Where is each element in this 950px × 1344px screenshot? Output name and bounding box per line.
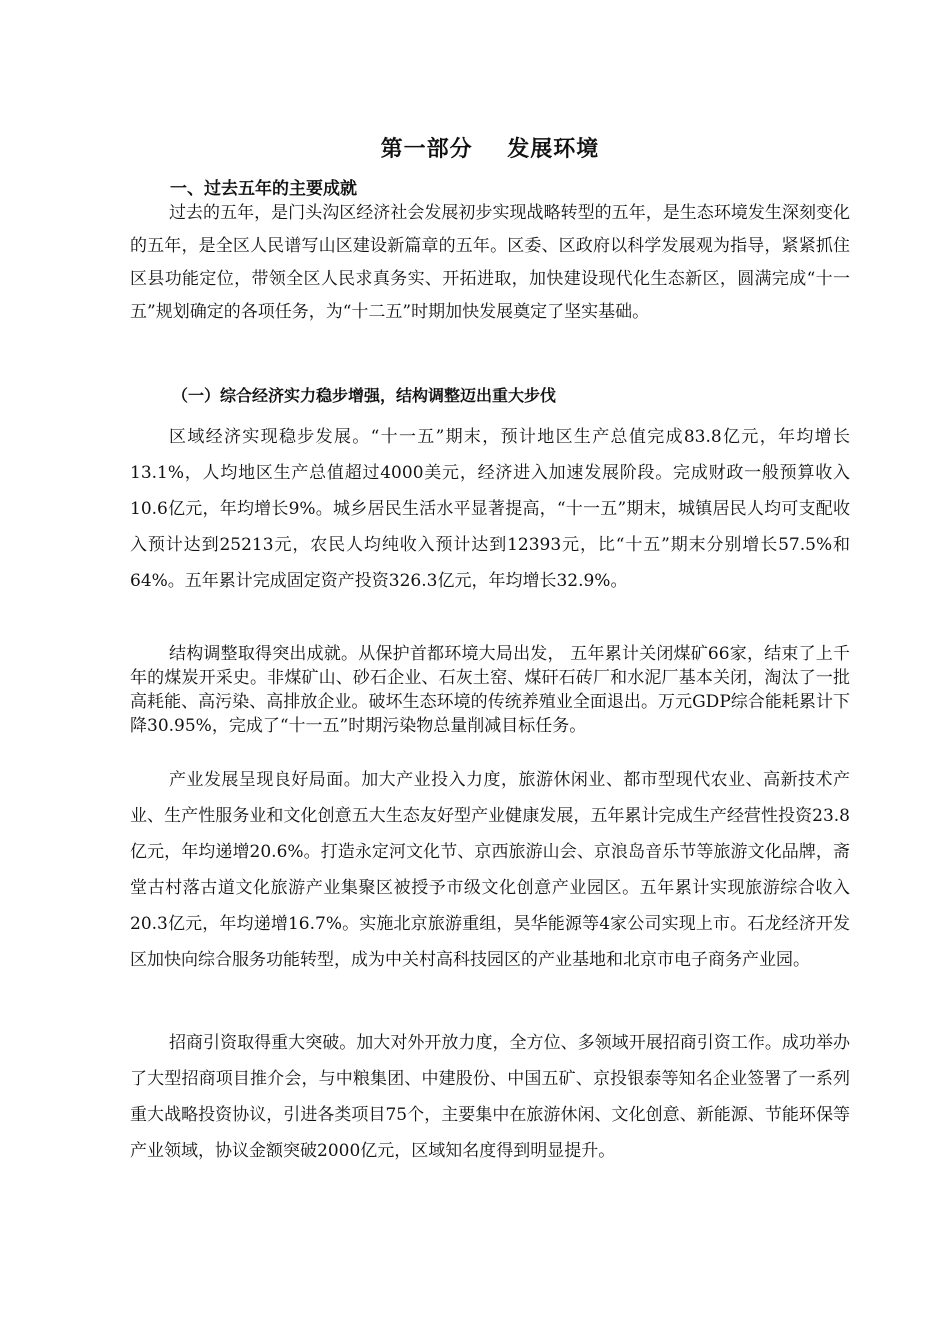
- part-title: 第一部分 发展环境: [380, 137, 600, 162]
- section-heading: 一、过去五年的主要成就: [170, 179, 357, 199]
- intro-paragraph: 过去的五年，是门头沟区经济社会发展初步实现战略转型的五年，是生态环境发生深刻变化的五年，是全区人民谱写山区建设新篇章的五年。区委、区政府以科学发展观为指导，紧紧抓住区县功能定位，带领全区人民求真务实、开拓进取，加快建设现代化生态新区，圆满完成“十一五”规划确定的各项任务，为“十二五”时期加快发展奠定了坚实基础。: [130, 203, 850, 322]
- paragraph-investment-attraction: 招商引资取得重大突破。加大对外开放力度，全方位、多领域开展招商引资工作。成功举办了大型招商项目推介会，与中粮集团、中建股份、中国五矿、京投银泰等知名企业签署了一系列重大战略投资协议，引进各类项目75个，主要集中在旅游休闲、文化创意、新能源、节能环保等产业领域，协议金额突破2000亿元，区域知名度得到明显提升。: [130, 1033, 850, 1161]
- paragraph-regional-economy: 区域经济实现稳步发展。“十一五”期末，预计地区生产总值完成83.8亿元，年均增长13.1%，人均地区生产总值超过4000美元，经济进入加速发展阶段。完成财政一般预算收入10.6亿元，年均增长9%。城乡居民生活水平显著提高，“十一五”期末，城镇居民人均可支配收入预计达到25213元，农民人均纯收入预计达到12393元，比“十五”期末分别增长57.5%和64%。五年累计完成固定资产投资326.3亿元，年均增长32.9%。: [130, 427, 850, 591]
- subheading-economy: （一）综合经济实力稳步增强，结构调整迈出重大步伐: [172, 386, 557, 405]
- paragraph-industry-development: 产业发展呈现良好局面。加大产业投入力度，旅游休闲业、都市型现代农业、高新技术产业、生产性服务业和文化创意五大生态友好型产业健康发展，五年累计完成生产经营性投资23.8亿元，年均递增20.6%。打造永定河文化节、京西旅游山会、京浪岛音乐节等旅游文化品牌，斋堂古村落古道文化旅游产业集聚区被授予市级文化创意产业园区。五年累计实现旅游综合收入20.3亿元，年均递增16.7%。实施北京旅游重组，昊华能源等4家公司实现上市。石龙经济开发区加快向综合服务功能转型，成为中关村高科技园区的产业基地和北京市电子商务产业园。: [130, 770, 850, 970]
- paragraph-structural-adjustment: 结构调整取得突出成就。从保护首都环境大局出发， 五年累计关闭煤矿66家，结束了上千年的煤炭开采史。非煤矿山、砂石企业、石灰土窑、煤矸石砖厂和水泥厂基本关闭，淘汰了一批高耗能、高污染、高排放企业。破坏生态环境的传统养殖业全面退出。万元GDP综合能耗累计下降30.95%，完成了“十一五”时期污染物总量削减目标任务。: [130, 644, 850, 736]
